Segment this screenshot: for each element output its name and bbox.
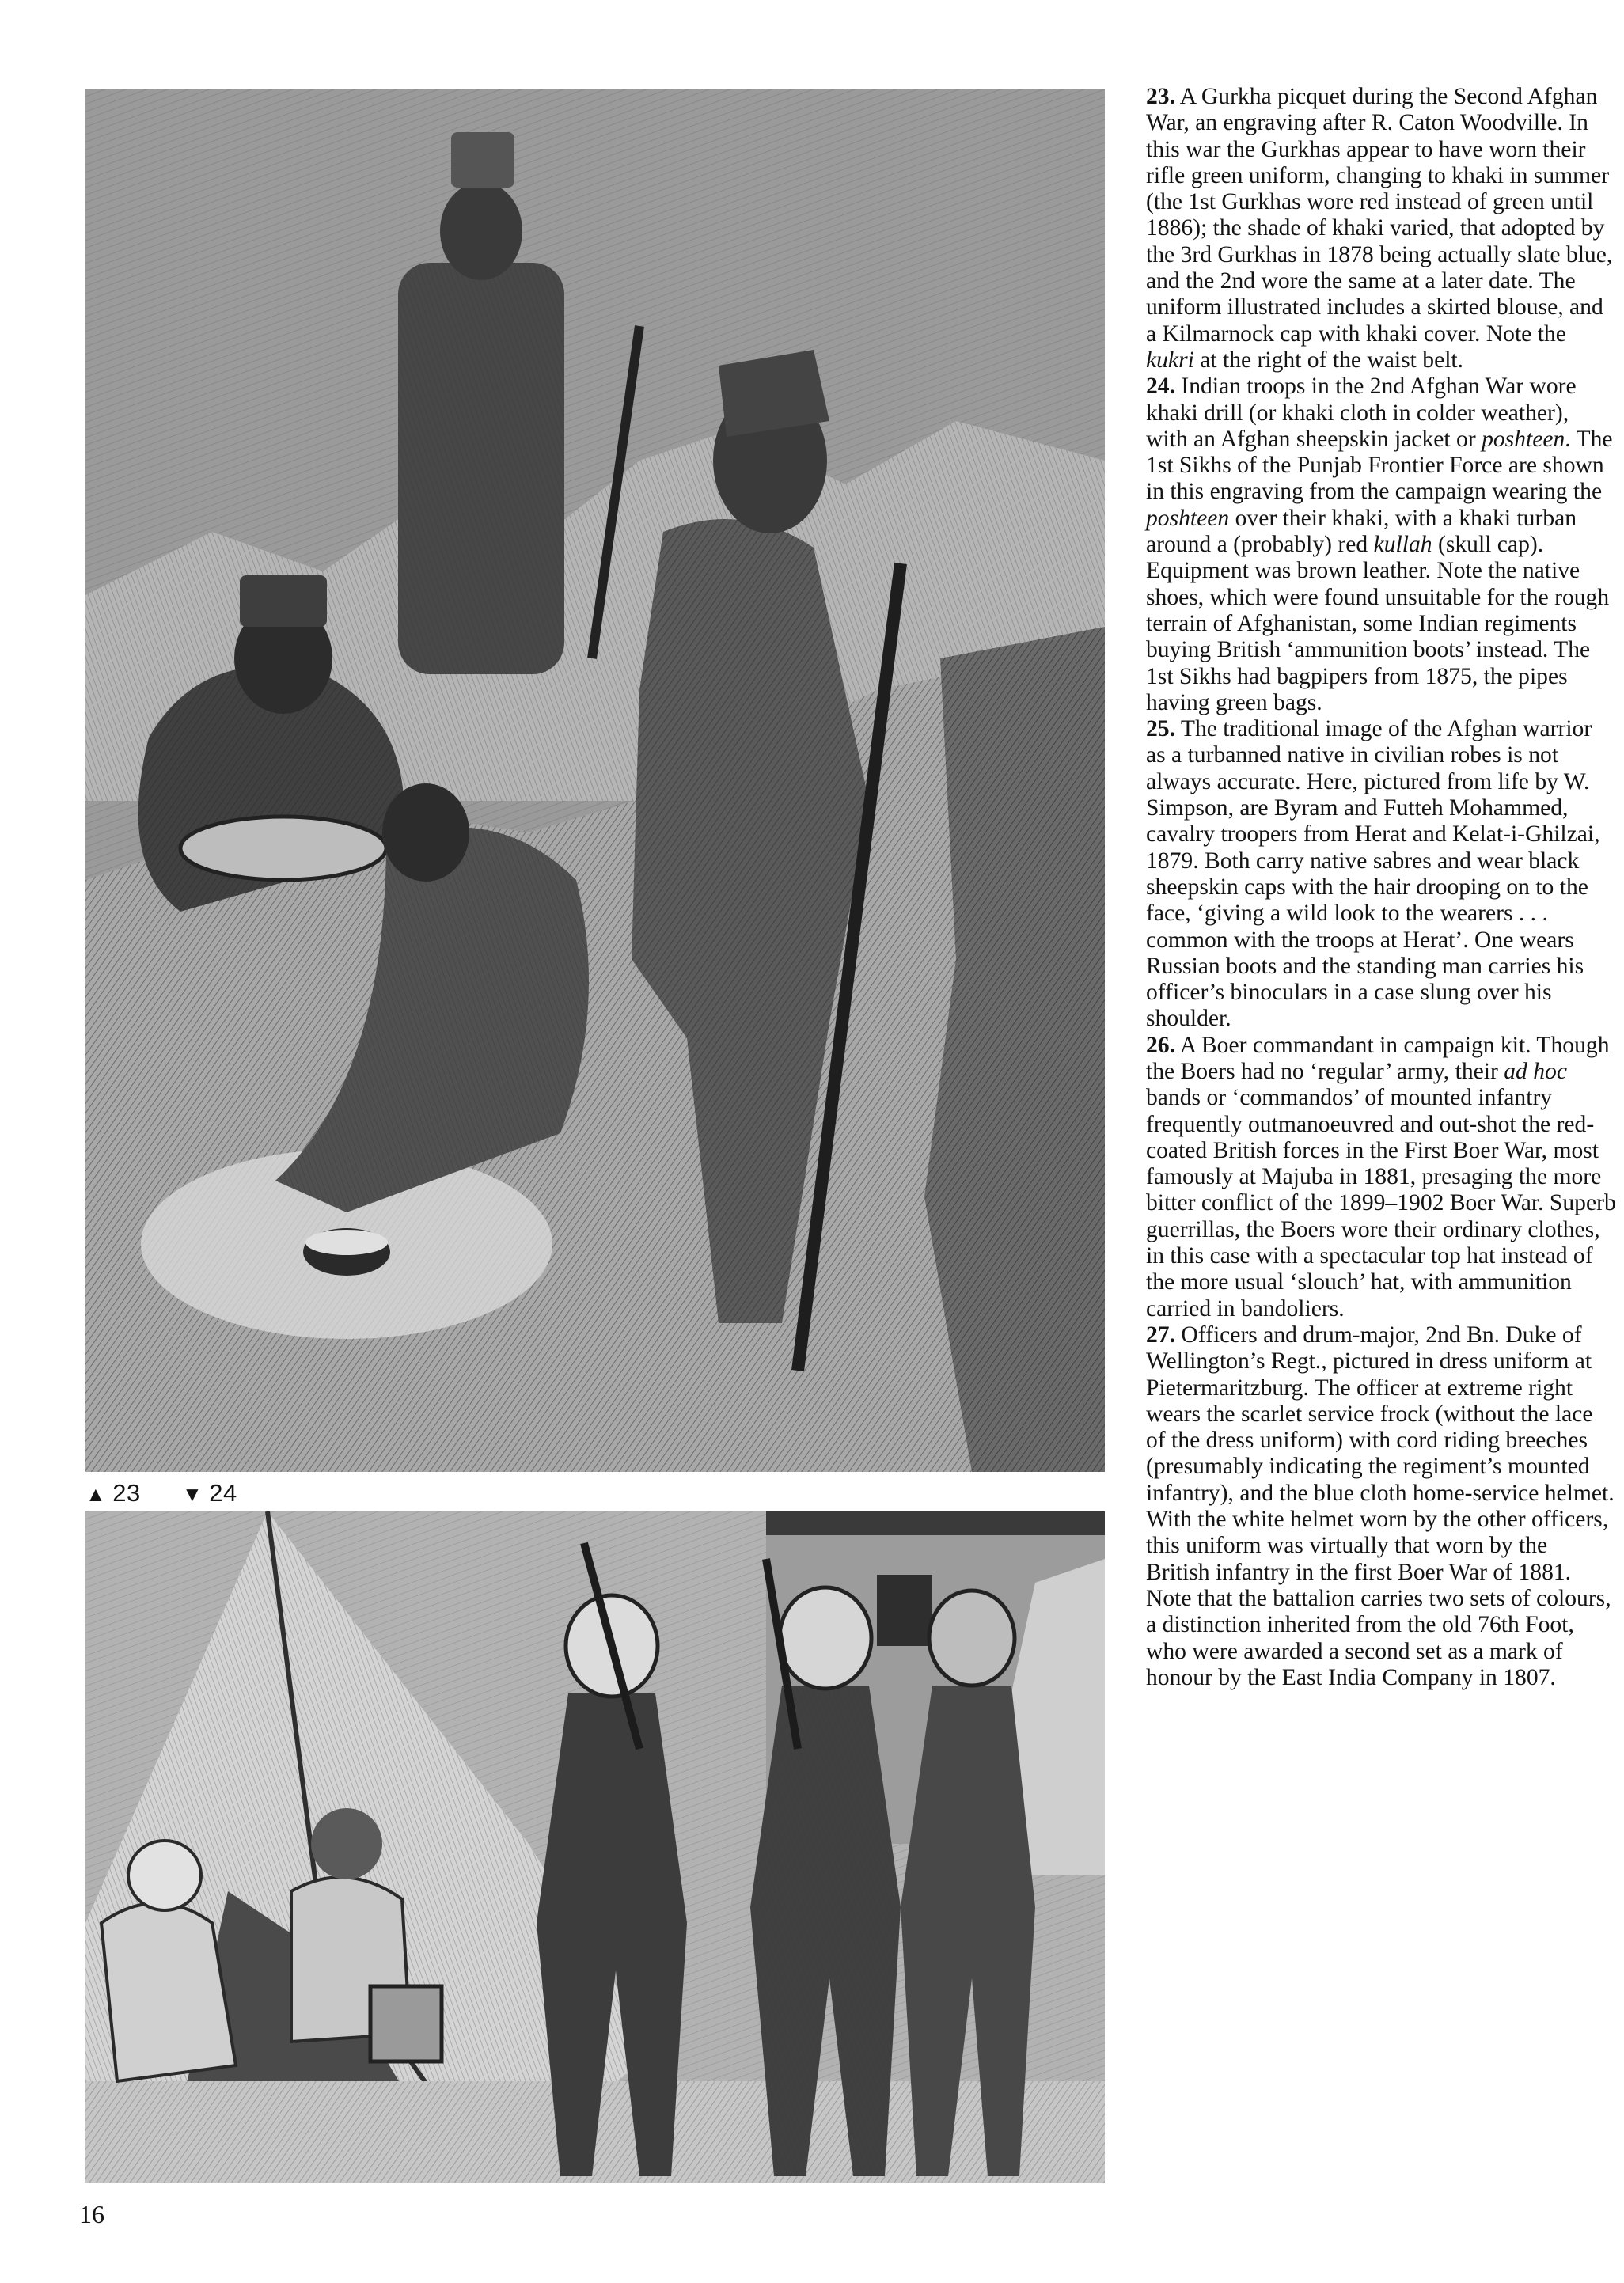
caption-italic-term: kukri [1146,347,1194,373]
engraving-sikh-art [85,1511,1105,2183]
plate-label-23 [85,1480,141,1507]
caption-number: 24. [1146,374,1175,400]
caption-text: over their khaki, with a khaki turban around a (probably) red [1146,505,1577,558]
caption-text: (skull cap). Equipment was brown leather. Note the native shoes, which were found unsuitable for the rough terrain of Afghanistan, some Indian regiments buying British ‘ammunition boots’ instead. The 1st Sikhs had bagpipers from 1875, the pipes having green bags. [1146,532,1610,715]
caption-number: 27. [1146,1322,1175,1348]
engraving-gurkha-art [85,89,1105,1472]
caption-italic-term: ad hoc [1504,1058,1567,1084]
engraving-sikh-bagpipers [85,1511,1105,2183]
caption-italic-term: kullah [1373,532,1432,558]
plate-number: 23 [112,1479,141,1507]
caption-number: 25. [1146,716,1175,742]
plate-number: 24 [209,1479,237,1507]
caption-number: 26. [1146,1032,1175,1058]
caption-25 [1146,716,1616,1033]
engraving-gurkha-picquet [85,89,1105,1472]
caption-italic-term: poshteen [1146,505,1230,531]
up-triangle-icon: ▲ [85,1482,107,1506]
caption-text: at the right of the waist belt. [1193,347,1464,373]
caption-number: 23. [1146,84,1175,109]
caption-26 [1146,1033,1616,1322]
caption-column [1146,84,1616,1691]
down-triangle-icon: ▼ [182,1482,203,1506]
caption-text: A Gurkha picquet during the Second Afghan War, an engraving after R. Caton Woodville. In this war the Gurkhas appear to have worn their rifle green uniform, changing to khaki in summer (the 1st Gurkhas wore red instead of green until 1886); the shade of khaki varied, that adopted by the 3rd Gurkhas in 1878 being actually slate blue, and the 2nd wore the same at a later date. The uniform illustrated includes a skirted blouse, and a Kilmarnock cap with khaki cover. Note the [1146,84,1613,347]
caption-text: A Boer commandant in campaign kit. Though the Boers had no ‘regular’ army, their [1146,1032,1610,1084]
caption-24 [1146,374,1616,716]
caption-text: The traditional image of the Afghan warrior as a turbanned native in civilian robes is not always accurate. Here, pictured from life by W. Simpson, are Byram and Futteh Mohammed, cavalry troopers from Herat and Kelat-i-Ghilzai, 1879. Both carry native sabres and wear black sheepskin caps with the hair drooping on to the face, ‘giving a wild look to the wearers . . . common with the troops at Herat’. One wears Russian boots and the standing man carries his officer’s binoculars in a case slung over his shoulder. [1146,716,1600,1032]
caption-text: bands or ‘commandos’ of mounted infantry frequently outmanoeuvred and out-shot the red-coated British forces in the First Boer War, most famously at Majuba in 1881, presaging the more bitter conflict of the 1899–1902 Boer War. Superb guerrillas, the Boers wore their ordinary clothes, in this case with a spectacular top hat instead of the more usual ‘slouch’ hat, with ammunition carried in bandoliers. [1146,1085,1616,1322]
caption-23 [1146,84,1616,374]
plate-label-24 [182,1480,237,1507]
caption-text: Indian troops in the 2nd Afghan War wore khaki drill (or khaki cloth in colder weather), with an Afghan sheepskin jacket or [1146,374,1577,452]
page-number: 16 [79,2200,104,2228]
caption-27 [1146,1322,1616,1691]
caption-text: Officers and drum-major, 2nd Bn. Duke of Wellington’s Regt., pictured in dress uniform at Pietermaritzburg. The officer at extreme right wears the scarlet service frock (without the lace of the dress uniform) with cord riding breeches (presumably indicating the regiment’s mounted infantry), and the blue cloth home-service helmet. With the white helmet worn by the other officers, this uniform was virtually that worn by the British infantry in the first Boer War of 1881. Note that the battalion carries two sets of colours, a distinction inherited from the old 76th Foot, who were awarded a second set as a mark of honour by the East India Company in 1807. [1146,1322,1615,1690]
caption-italic-term: poshteen [1482,426,1565,452]
caption-text: . The 1st Sikhs of the Punjab Frontier Force are shown in this engraving from the campaign wearing the [1146,426,1613,505]
